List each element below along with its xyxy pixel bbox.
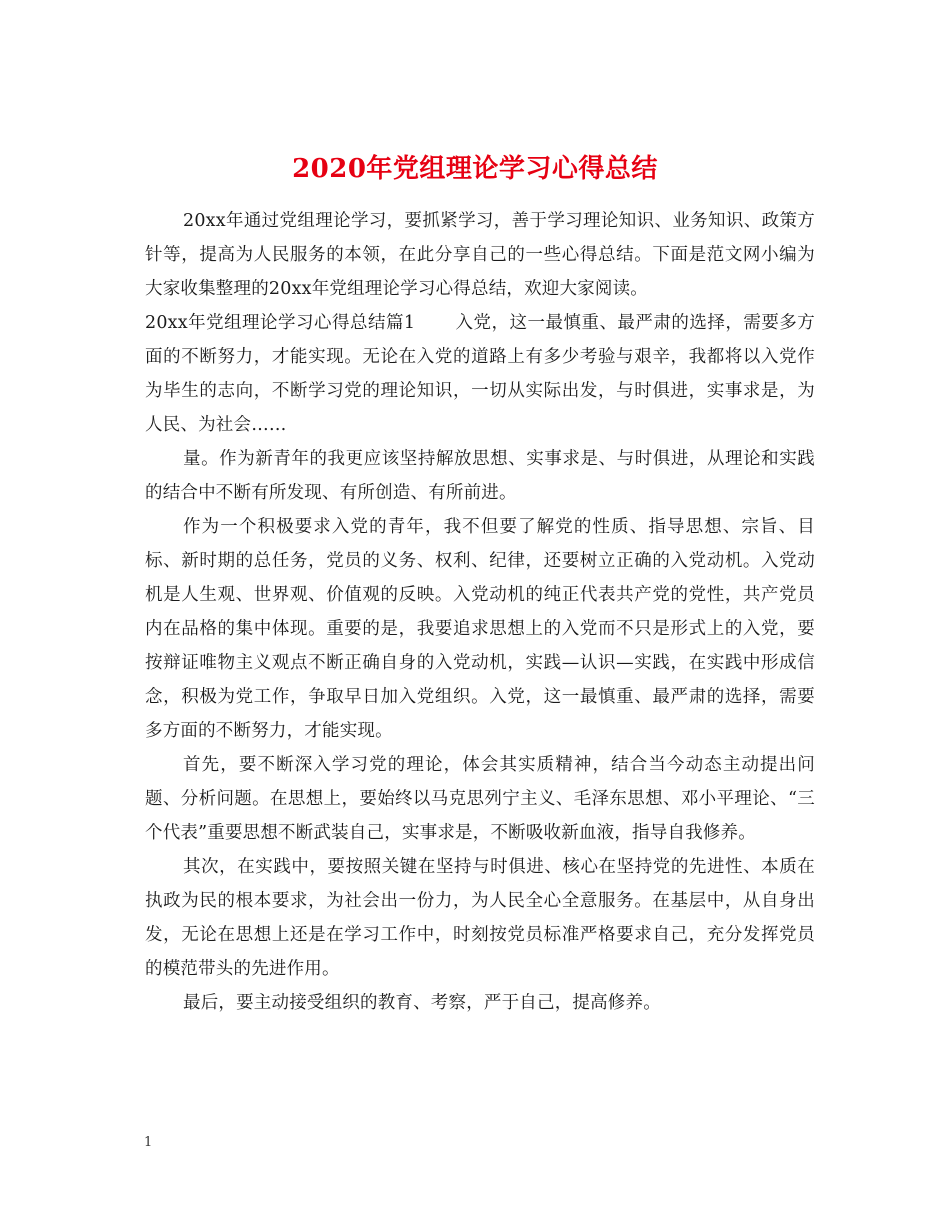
body-paragraph-1: 量。作为新青年的我更应该坚持解放思想、实事求是、与时俱进，从理论和实践的结合中不断有所发现、有所创造、有所前进。	[145, 449, 815, 503]
excerpt-paragraph	[145, 306, 815, 442]
excerpt-text: 入党，这一最慎重、最严肃的选择，需要多方面的不断努力，才能实现。无论在入党的道路上有多少考验与艰辛，我都将以入党作为毕生的志向，不断学习党的理论知识，一切从实际出发，与时俱进，实事求是，为人民、为社会……	[145, 313, 815, 435]
body-paragraph-3: 首先，要不断深入学习党的理论，体会其实质精神，结合当今动态主动提出问题、分析问题。在思想上，要始终以马克思列宁主义、毛泽东思想、邓小平理论、“三个代表”重要思想不断武装自己，实事求是，不断吸收新血液，指导自我修养。	[145, 755, 815, 843]
document-body	[145, 204, 815, 1020]
intro-paragraph: 20xx年通过党组理论学习，要抓紧学习，善于学习理论知识、业务知识、政策方针等，提高为人民服务的本领，在此分享自己的一些心得总结。下面是范文网小编为大家收集整理的20xx年党组理论学习心得总结，欢迎大家阅读。	[145, 211, 815, 299]
excerpt-heading: 20xx年党组理论学习心得总结篇1	[145, 313, 416, 333]
body-paragraph-4: 其次，在实践中，要按照关键在坚持与时俱进、核心在坚持党的先进性、本质在执政为民的根本要求，为社会出一份力，为人民全心全意服务。在基层中，从自身出发，无论在思想上还是在学习工作中，时刻按党员标准严格要求自己，充分发挥党员的模范带头的先进作用。	[145, 857, 815, 979]
body-paragraph-5: 最后，要主动接受组织的教育、考察，严于自己，提高修养。	[183, 993, 661, 1013]
document-title: 2020年党组理论学习心得总结	[292, 154, 658, 185]
page-number: 1	[144, 1135, 153, 1150]
body-paragraph-2: 作为一个积极要求入党的青年，我不但要了解党的性质、指导思想、宗旨、目标、新时期的总任务，党员的义务、权利、纪律，还要树立正确的入党动机。入党动机是人生观、世界观、价值观的反映。入党动机的纯正代表共产党的党性，共产党员内在品格的集中体现。重要的是，我要追求思想上的入党而不只是形式上的入党，要按辩证唯物主义观点不断正确自身的入党动机，实践—认识—实践，在实践中形成信念，积极为党工作，争取早日加入党组织。入党，这一最慎重、最严肃的选择，需要多方面的不断努力，才能实现。	[145, 517, 815, 741]
